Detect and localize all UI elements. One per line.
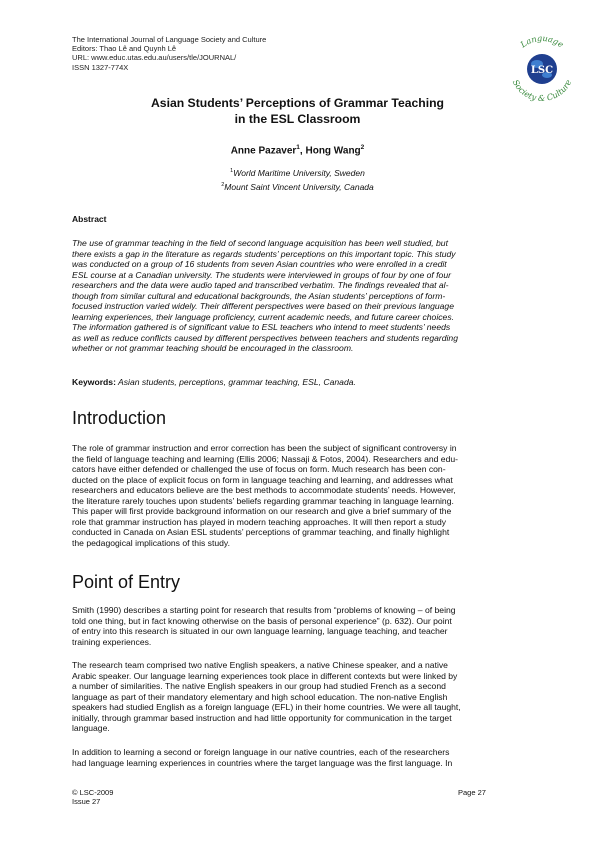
paragraph-line: a number of similarities. The native English speakers in our group had studied French as a second xyxy=(72,681,446,691)
abstract-line: researchers and the data were audio taped and transcribed verbatim. The findings revealed that al- xyxy=(72,280,449,290)
paragraph-line: ducted on the place of explicit focus on form in language teaching and learning, and addresses what xyxy=(72,474,453,485)
paragraph-line: The research team comprised two native English speakers, a native Chinese speaker, and a native xyxy=(72,660,448,670)
introduction-paragraph xyxy=(72,443,523,548)
paragraph-line: This paper will first provide background information on our research and give a brief summary of the xyxy=(72,506,452,516)
logo-text-top: Language xyxy=(518,33,566,50)
affiliation-1: $^1$World Maritime University, Sweden xyxy=(230,167,365,178)
footer-copyright: © LSC-2009 xyxy=(72,788,114,797)
abstract-body xyxy=(72,238,523,354)
paragraph-line: cators have either defended or challenged the use of focus on form. Much research has been con- xyxy=(72,464,446,474)
point-of-entry-heading: Point of Entry xyxy=(72,572,181,592)
paragraph-line: conducted in Canada on Asian ESL students’ perceptions of grammar teaching, and finally highlight xyxy=(72,527,450,537)
paragraph-line: role that grammar instruction has played in modern teaching approaches. It will then report a study xyxy=(72,516,447,527)
footer-page-number: Page 27 xyxy=(458,788,486,797)
abstract-line: The information gathered is of significant value to ESL teachers who intend to meet students’ needs xyxy=(72,322,451,332)
abstract-line: was conducted on a group of 16 students from seven Asian countries who were enrolled in a credit xyxy=(72,259,447,269)
lsc-logo xyxy=(503,33,581,103)
paragraph-line: In addition to learning a second or foreign language in our native countries, each of the researchers xyxy=(72,747,450,757)
affiliations xyxy=(72,165,523,193)
paragraph-line: the literature rarely touches upon students’ beliefs regarding grammar teaching in language learning. xyxy=(72,495,454,506)
authors: Anne Pazaver$^1$, Hong Wang$^2$ xyxy=(230,144,365,157)
paragraph-line: the field of language teaching and learning (Ellis 2006; Nassaji & Fotos, 2004). Researchers and edu- xyxy=(72,453,459,464)
footer-issue: Issue 27 xyxy=(72,797,101,807)
svg-text:Language xyxy=(518,33,566,50)
journal-name: The International Journal of Language Society and Culture xyxy=(72,35,267,44)
title-line-2: in the ESL Classroom xyxy=(234,112,361,126)
keywords-text: Asian students, perceptions, grammar teaching, ESL, Canada. xyxy=(115,377,356,387)
paragraph-line: Arabic speaker. Our language learning experiences took place in different contexts but were linked by xyxy=(72,670,458,681)
paragraph-line: speakers had studied English as a foreign language (EFL) in their home countries. We were all taught, xyxy=(72,702,461,712)
abstract-heading: Abstract xyxy=(72,214,107,224)
paragraph-line: initially, through grammar based instruction and had little opportunity for communication in the target xyxy=(72,712,452,723)
abstract-line: though from similar cultural and educational backgrounds, the Asian students’ perceptions of form- xyxy=(72,290,446,301)
paragraph-line: Smith (1990) describes a starting point for research that results from “problems of knowing – of being xyxy=(72,605,456,615)
keywords xyxy=(72,377,356,387)
introduction-heading: Introduction xyxy=(72,408,167,428)
logo-text-bottom: Society & Culture xyxy=(510,77,574,103)
logo-center-text: LSC xyxy=(530,65,554,76)
keywords-label: Keywords: xyxy=(72,377,116,387)
paragraph-line: of entry into this research is situated in our own language learning, language teaching, and teacher xyxy=(72,626,448,636)
paragraph-line: language. xyxy=(72,723,110,733)
journal-header xyxy=(72,35,266,72)
abstract-line: whether or not grammar teaching should be encouraged in the classroom. xyxy=(72,343,354,353)
abstract-line: learning experiences, their language proficiency, current academic needs, and future career choices. xyxy=(72,311,455,322)
author-2: Hong Wang xyxy=(305,145,361,157)
paragraph-line: told one thing, but in fact knowing otherwise on the basis of personal experience” (p. 632). Our point xyxy=(72,615,452,626)
paragraph-line: the pedagogical implications of this study. xyxy=(72,537,230,548)
paper-title xyxy=(72,95,523,127)
point-of-entry-paragraph-3 xyxy=(72,747,523,768)
point-of-entry-paragraph-1 xyxy=(72,605,523,647)
title-line-1: Asian Students’ Perceptions of Grammar Teaching xyxy=(150,96,445,110)
paragraph-line: had language learning experiences in countries where the target language was the first language. In xyxy=(72,757,453,768)
journal-editors: Editors: Thao Lê and Quynh Lê xyxy=(72,44,177,54)
paragraph-line: training experiences. xyxy=(72,636,152,647)
abstract-line: focused instruction varied widely. Their different perspectives were based on their previous language xyxy=(72,301,454,311)
abstract-line: ESL course at a Canadian university. The students were interviewed in groups of four by one of four xyxy=(72,269,451,280)
author-1: Anne Pazaver xyxy=(230,145,297,157)
paragraph-line: researchers and educators believe are the best methods to accommodate students’ needs. However, xyxy=(72,485,456,495)
paragraph-line: language as part of their mandatory elementary and high school education. The non-native English xyxy=(72,691,448,702)
abstract-line: as well as reduce conflicts caused by different perspectives between teachers and students regarding xyxy=(72,332,458,343)
footer-left xyxy=(72,788,113,807)
journal-url: URL: www.educ.utas.edu.au/users/tle/JOURNAL/ xyxy=(72,53,237,63)
abstract-line: The use of grammar teaching in the field of second language acquisition has been well studied, but xyxy=(72,238,448,248)
point-of-entry-paragraph-2 xyxy=(72,660,523,734)
affiliation-2: $^2$Mount Saint Vincent University, Canada xyxy=(221,181,374,192)
journal-issn: ISSN 1327-774X xyxy=(72,62,129,72)
paragraph-line: The role of grammar instruction and error correction has been the subject of significant controversy in xyxy=(72,443,457,453)
abstract-line: there exists a gap in the literature as regards students’ perceptions on this important topic. This study xyxy=(72,248,456,259)
